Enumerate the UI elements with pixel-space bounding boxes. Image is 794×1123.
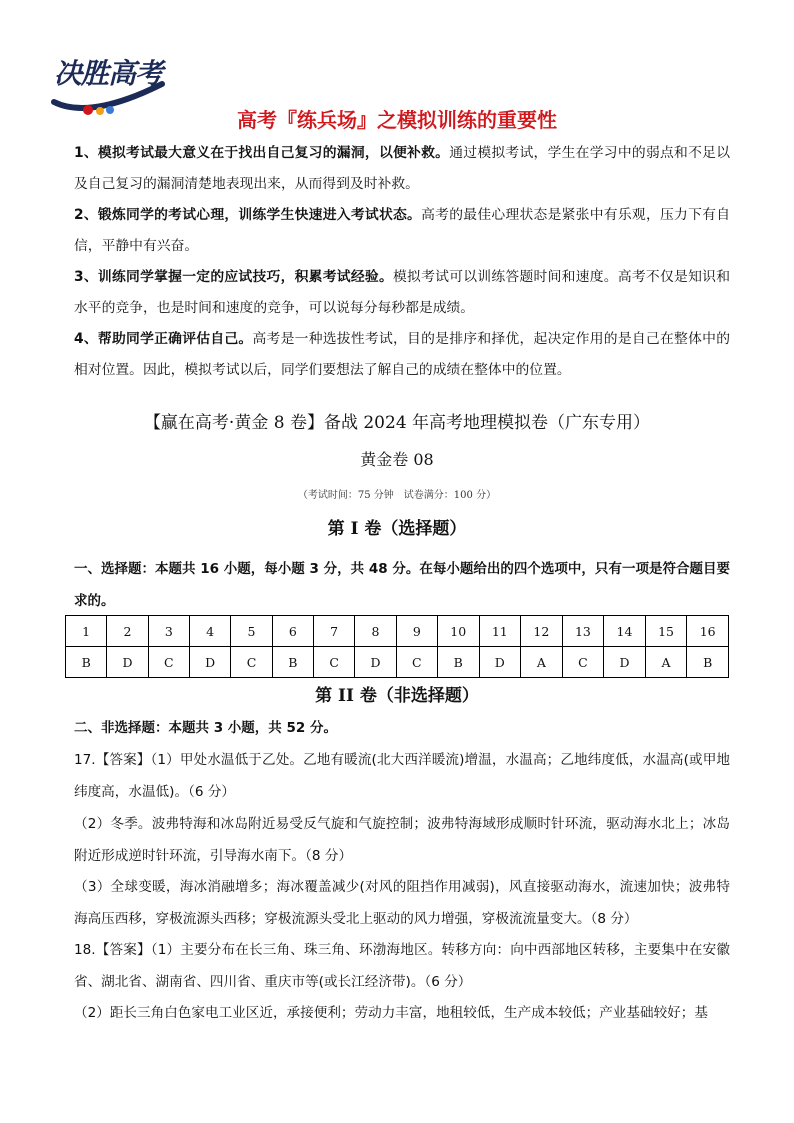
answer-cell: D	[604, 647, 646, 678]
answer-cell: B	[437, 647, 479, 678]
question-number: 1	[66, 616, 107, 647]
answer-17-part-1	[74, 745, 730, 808]
answer-18-part-2	[74, 998, 730, 1030]
page-title: 高考『练兵场』之模拟训练的重要性	[237, 108, 557, 132]
point-1-text: 通过模拟考试，学生在学习中的弱点和不足以及自己复习的漏洞清楚地表现出来，从而得到及时补救。	[74, 145, 731, 192]
answer-cell: D	[107, 647, 148, 678]
answer-cell: B	[687, 647, 729, 678]
exam-info: （考试时间：75 分钟 试卷满分：100 分）	[297, 490, 497, 501]
answer-table	[65, 615, 729, 678]
section-1-heading: 第 I 卷（选择题）	[327, 519, 467, 539]
answer-cell: C	[396, 647, 437, 678]
question-number: 6	[272, 616, 313, 647]
answer-cell: D	[189, 647, 230, 678]
answer-cell: C	[313, 647, 354, 678]
answer-cell: C	[231, 647, 272, 678]
answer-18-part-1	[74, 935, 730, 998]
question-number: 11	[479, 616, 521, 647]
point-3-bold: 3、训练同学掌握一定的应试技巧，积累考试经验。	[74, 269, 393, 285]
question-number: 15	[645, 616, 687, 647]
answer-prefix: 17.【答案】	[74, 752, 151, 768]
point-1-bold: 1、模拟考试最大意义在于找出自己复习的漏洞，以便补救。	[74, 145, 450, 161]
point-2	[74, 200, 730, 262]
question-number: 9	[396, 616, 437, 647]
answer-cell: C	[148, 647, 189, 678]
answer-text: （2）冬季。波弗特海和冰岛附近易受反气旋和气旋控制；波弗特海域形成顺时针环流，驱动海水北上；冰岛附近形成逆时针环流，引导海水南下。（8 分）	[74, 816, 730, 864]
point-4-bold: 4、帮助同学正确评估自己。	[74, 331, 253, 347]
point-2-text: 高考的最佳心理状态是紧张中有乐观，压力下有自信，平静中有兴奋。	[74, 207, 730, 254]
answer-cell: D	[355, 647, 396, 678]
point-4-text: 高考是一种选拔性考试，目的是排序和择优，起决定作用的是自己在整体中的相对位置。因此，模拟考试以后，同学们要想法了解自己的成绩在整体中的位置。	[74, 331, 730, 378]
answer-table-answer-row	[66, 647, 729, 678]
point-1	[74, 138, 730, 200]
question-number: 14	[604, 616, 646, 647]
answer-17-part-2	[74, 809, 730, 872]
question-number: 4	[189, 616, 230, 647]
question-number: 16	[687, 616, 729, 647]
section-2-heading: 第 II 卷（非选择题）	[315, 686, 479, 706]
question-number: 7	[313, 616, 354, 647]
exam-subtitle: 黄金卷 08	[360, 450, 434, 469]
answer-text: （1）甲处水温低于乙处。乙地有暖流(北大西洋暖流)增温，水温高；乙地纬度低，水温高(或甲地纬度高，水温低)。（6 分）	[74, 752, 730, 800]
answer-cell: B	[272, 647, 313, 678]
point-3-text: 模拟考试可以训练答题时间和速度。高考不仅是知识和水平的竞争，也是时间和速度的竞争，可以说每分每秒都是成绩。	[74, 269, 730, 316]
answer-cell: A	[521, 647, 563, 678]
question-number: 10	[437, 616, 479, 647]
point-2-bold: 2、锻炼同学的考试心理，训练学生快速进入考试状态。	[74, 207, 422, 223]
question-number: 8	[355, 616, 396, 647]
question-number: 3	[148, 616, 189, 647]
answer-17-part-3	[74, 872, 730, 935]
question-number: 13	[562, 616, 604, 647]
question-number: 12	[521, 616, 563, 647]
answer-table-number-row	[66, 616, 729, 647]
answer-cell: C	[562, 647, 604, 678]
answer-cell: A	[645, 647, 687, 678]
point-3	[74, 262, 730, 324]
answer-cell: D	[479, 647, 521, 678]
section-1-intro: 一、选择题：本题共 16 小题，每小题 3 分，共 48 分。在每小题给出的四个选项中，只有一项是符合题目要求的。	[74, 561, 730, 609]
section-2-intro: 二、非选择题：本题共 3 小题，共 52 分。	[74, 720, 337, 736]
logo-text: 决胜高考	[54, 57, 163, 90]
exam-title: 【赢在高考·黄金 8 卷】备战 2024 年高考地理模拟卷（广东专用）	[143, 413, 651, 433]
question-number: 2	[107, 616, 148, 647]
question-number: 5	[231, 616, 272, 647]
answer-text: （3）全球变暖，海冰消融增多；海冰覆盖减少(对风的阻挡作用减弱)，风直接驱动海水，流速加快；波弗特海高压西移，穿极流源头西移；穿极流源头受北上驱动的风力增强，穿极流流量变大。（8 分）	[74, 879, 730, 927]
answer-text: （2）距长三角白色家电工业区近，承接便利；劳动力丰富，地租较低，生产成本较低；产业基础较好；基	[74, 1005, 708, 1021]
answer-text: （1）主要分布在长三角、珠三角、环渤海地区。转移方向：向中西部地区转移，主要集中在安徽省、湖北省、湖南省、四川省、重庆市等(或长江经济带)。（6 分）	[74, 942, 730, 990]
answer-prefix: 18.【答案】	[74, 942, 151, 958]
answer-cell: B	[66, 647, 107, 678]
point-4	[74, 324, 730, 386]
